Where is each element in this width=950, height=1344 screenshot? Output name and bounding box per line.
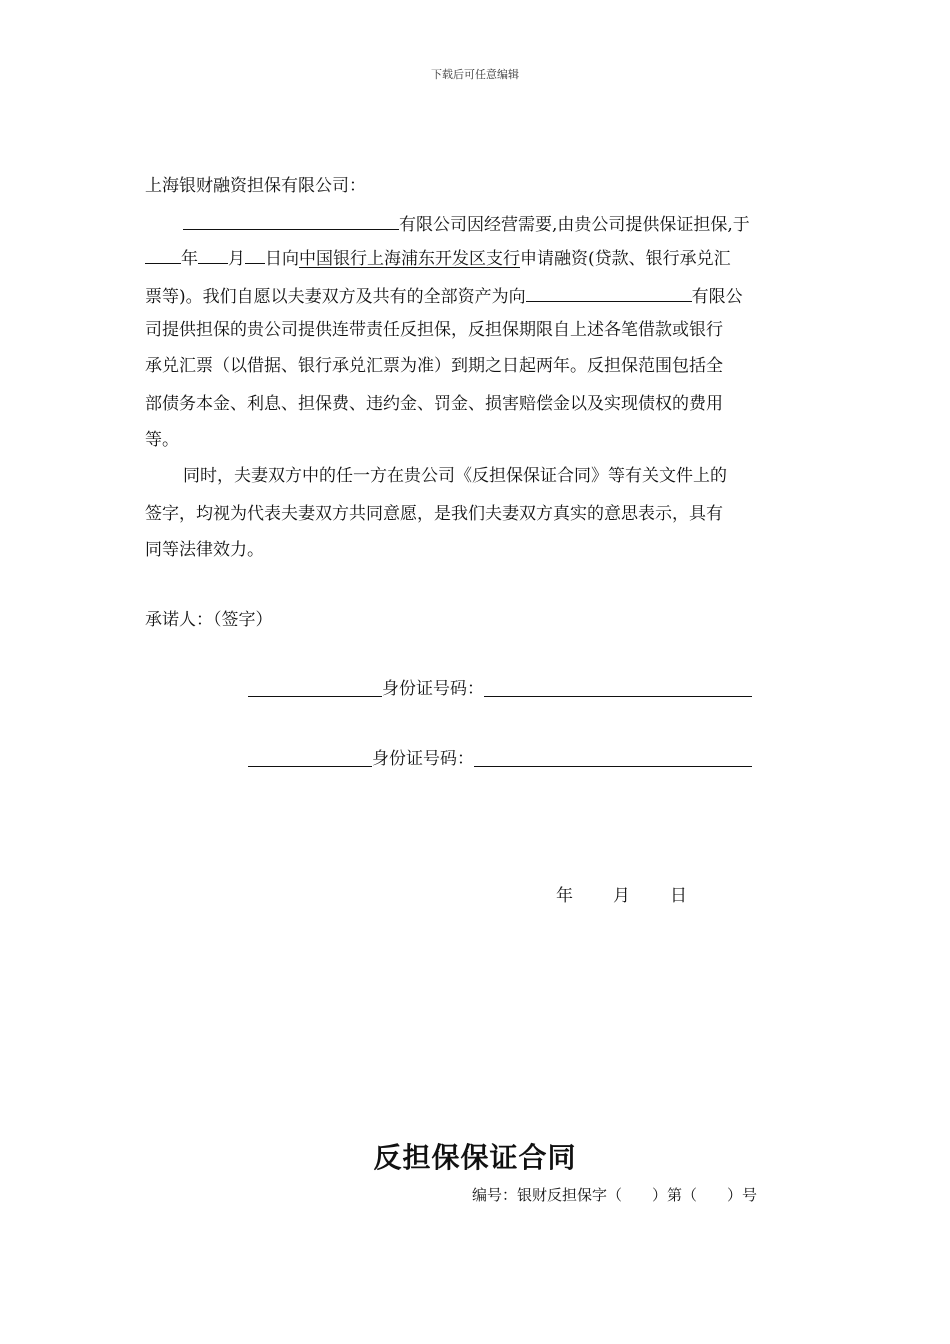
p1-line-2-rest: 申请融资(贷款、银行承兑汇 <box>520 249 731 269</box>
p1-line-1-text: 有限公司因经营需要,由贵公司提供保证担保,于 <box>399 215 750 235</box>
company-blank[interactable] <box>183 212 399 230</box>
year-label: 年 <box>181 249 198 269</box>
signature-row-1 <box>248 678 752 699</box>
p1-line-3 <box>145 284 743 307</box>
day-blank[interactable] <box>245 246 265 264</box>
contract-number: 编号：银财反担保字（ ）第（ ）号 <box>472 1186 758 1204</box>
promisor-label: 承诺人：（签字） <box>145 610 273 630</box>
month-label: 月 <box>228 249 245 269</box>
p1-line-5: 承兑汇票（以借据、银行承兑汇票为准）到期之日起两年。反担保范围包括全 <box>145 356 723 376</box>
bank-name: 中国银行上海浦东开发区支行 <box>299 249 520 269</box>
id-number-blank-2[interactable] <box>474 748 752 767</box>
guaranteed-company-blank[interactable] <box>526 284 692 302</box>
date-year: 年 <box>556 886 573 906</box>
addressee: 上海银财融资担保有限公司： <box>145 176 366 196</box>
signature-blank-2[interactable] <box>248 748 372 767</box>
month-blank[interactable] <box>198 246 228 264</box>
p2-line-2: 签字，均视为代表夫妻双方共同意愿，是我们夫妻双方真实的意思表示，具有 <box>145 504 723 524</box>
day-label: 日向 <box>265 249 299 269</box>
p1-line-3-a: 票等)。我们自愿以夫妻双方及共有的全部资产为向 <box>145 287 526 307</box>
p2-line-3: 同等法律效力。 <box>145 540 264 560</box>
id-label-2: 身份证号码： <box>372 749 474 769</box>
signature-row-2 <box>248 748 752 769</box>
contract-title: 反担保保证合同 <box>373 1141 577 1174</box>
p1-line-6: 部债务本金、利息、担保费、违约金、罚金、损害赔偿金以及实现债权的费用 <box>145 394 723 414</box>
header-note: 下载后可任意编辑 <box>431 68 519 81</box>
p1-line-2 <box>145 246 731 269</box>
id-number-blank-1[interactable] <box>484 678 752 697</box>
id-label-1: 身份证号码： <box>382 679 484 699</box>
year-blank[interactable] <box>145 246 181 264</box>
p1-line-4: 司提供担保的贵公司提供连带责任反担保，反担保期限自上述各笔借款或银行 <box>145 320 723 340</box>
date-day: 日 <box>670 886 687 906</box>
date-line <box>556 886 687 906</box>
p1-line-3-b: 有限公 <box>691 287 743 307</box>
p1-line-7: 等。 <box>145 430 179 450</box>
p2-line-1: 同时，夫妻双方中的任一方在贵公司《反担保保证合同》等有关文件上的 <box>183 466 727 486</box>
signature-blank-1[interactable] <box>248 678 382 697</box>
date-month: 月 <box>613 886 630 906</box>
p1-line-1 <box>145 212 750 235</box>
